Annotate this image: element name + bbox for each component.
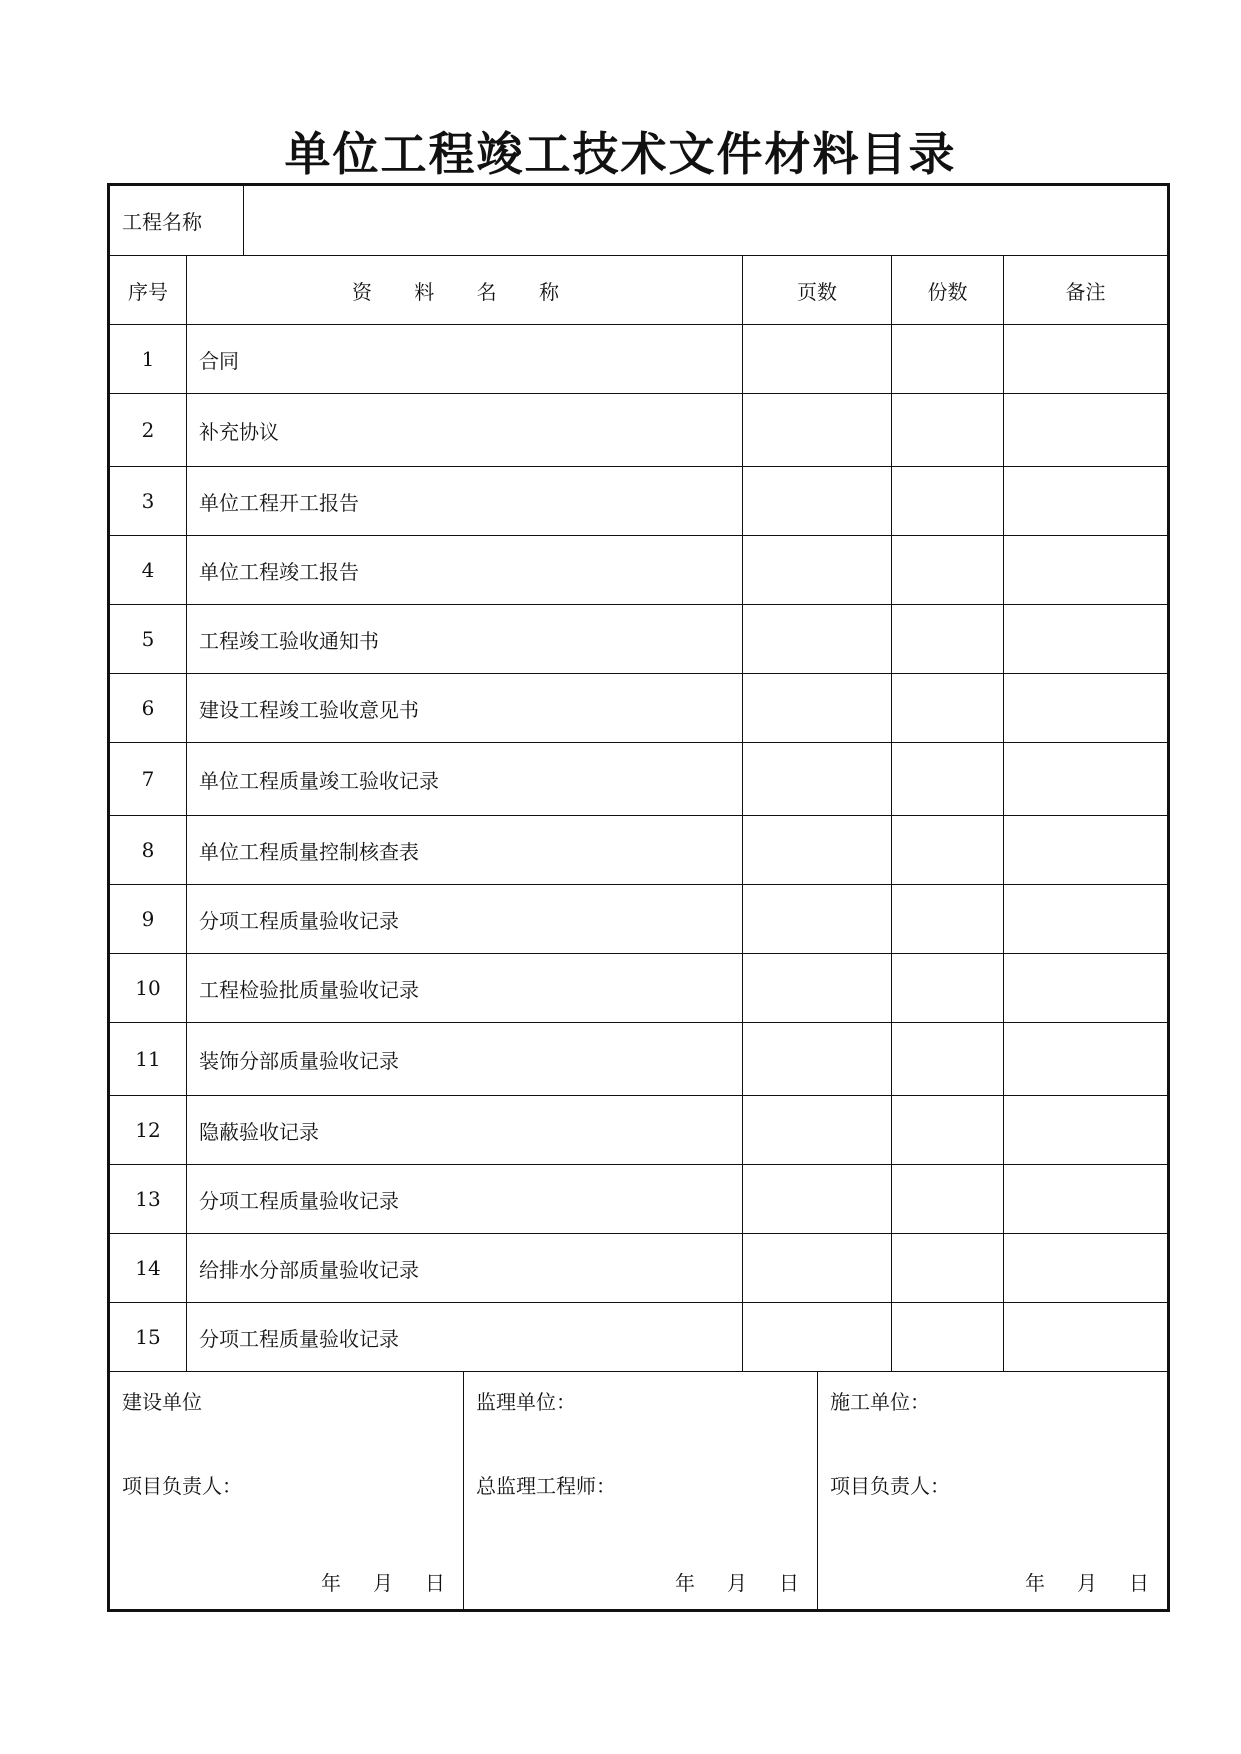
table-row <box>110 1165 1167 1234</box>
row-copies[interactable] <box>892 394 1004 466</box>
table-row <box>110 394 1167 467</box>
date-month: 月 <box>373 1571 393 1595</box>
row-copies[interactable] <box>892 536 1004 604</box>
signature-block-contractor <box>818 1372 1167 1609</box>
row-name: 隐蔽验收记录 <box>187 1096 743 1164</box>
row-notes[interactable] <box>1004 885 1167 953</box>
signature-person-label: 总监理工程师： <box>476 1474 616 1498</box>
header-name: 资 料 名 称 <box>187 256 743 324</box>
table-row <box>110 885 1167 954</box>
row-name: 单位工程竣工报告 <box>187 536 743 604</box>
row-notes[interactable] <box>1004 1234 1167 1302</box>
row-pages[interactable] <box>743 1023 892 1095</box>
row-copies[interactable] <box>892 325 1004 393</box>
header-no: 序号 <box>110 256 187 324</box>
date-day: 日 <box>425 1571 445 1595</box>
row-name: 单位工程质量控制核查表 <box>187 816 743 884</box>
row-no: 2 <box>110 394 187 466</box>
date-year: 年 <box>675 1571 695 1595</box>
row-copies[interactable] <box>892 885 1004 953</box>
table-row <box>110 325 1167 394</box>
row-name: 合同 <box>187 325 743 393</box>
row-no: 15 <box>110 1303 187 1371</box>
row-copies[interactable] <box>892 1303 1004 1371</box>
table-row <box>110 536 1167 605</box>
row-pages[interactable] <box>743 1165 892 1233</box>
row-notes[interactable] <box>1004 1096 1167 1164</box>
row-no: 6 <box>110 674 187 742</box>
row-no: 13 <box>110 1165 187 1233</box>
row-notes[interactable] <box>1004 743 1167 815</box>
page-title: 单位工程竣工技术文件材料目录 <box>284 127 957 181</box>
table-row <box>110 605 1167 674</box>
row-notes[interactable] <box>1004 1023 1167 1095</box>
date-month: 月 <box>727 1571 747 1595</box>
table-row <box>110 1303 1167 1372</box>
row-name: 单位工程开工报告 <box>187 467 743 535</box>
row-no: 10 <box>110 954 187 1022</box>
table-header <box>110 256 1167 325</box>
row-name: 装饰分部质量验收记录 <box>187 1023 743 1095</box>
row-name: 工程竣工验收通知书 <box>187 605 743 673</box>
row-pages[interactable] <box>743 605 892 673</box>
row-notes[interactable] <box>1004 674 1167 742</box>
row-copies[interactable] <box>892 1165 1004 1233</box>
row-no: 12 <box>110 1096 187 1164</box>
project-name-label: 工程名称 <box>110 186 244 255</box>
row-pages[interactable] <box>743 1234 892 1302</box>
signature-person-label: 项目负责人： <box>830 1474 950 1498</box>
header-pages: 页数 <box>743 256 892 324</box>
signature-section <box>110 1372 1167 1609</box>
row-name: 分项工程质量验收记录 <box>187 1303 743 1371</box>
row-pages[interactable] <box>743 816 892 884</box>
table-row <box>110 1023 1167 1096</box>
row-pages[interactable] <box>743 954 892 1022</box>
date-day: 日 <box>1129 1571 1149 1595</box>
row-no: 3 <box>110 467 187 535</box>
row-name: 分项工程质量验收记录 <box>187 1165 743 1233</box>
signature-date <box>675 1567 799 1596</box>
row-copies[interactable] <box>892 605 1004 673</box>
row-pages[interactable] <box>743 536 892 604</box>
signature-date <box>1025 1567 1149 1596</box>
row-name: 单位工程质量竣工验收记录 <box>187 743 743 815</box>
row-no: 7 <box>110 743 187 815</box>
row-no: 9 <box>110 885 187 953</box>
signature-unit-label: 施工单位： <box>830 1390 930 1414</box>
row-copies[interactable] <box>892 674 1004 742</box>
row-pages[interactable] <box>743 394 892 466</box>
row-copies[interactable] <box>892 954 1004 1022</box>
signature-date <box>321 1567 445 1596</box>
row-notes[interactable] <box>1004 394 1167 466</box>
row-copies[interactable] <box>892 467 1004 535</box>
row-name: 给排水分部质量验收记录 <box>187 1234 743 1302</box>
row-no: 1 <box>110 325 187 393</box>
row-copies[interactable] <box>892 1023 1004 1095</box>
row-copies[interactable] <box>892 1096 1004 1164</box>
row-notes[interactable] <box>1004 816 1167 884</box>
row-pages[interactable] <box>743 743 892 815</box>
signature-block-construction <box>110 1372 464 1609</box>
row-notes[interactable] <box>1004 467 1167 535</box>
row-no: 11 <box>110 1023 187 1095</box>
table-row <box>110 674 1167 743</box>
header-copies: 份数 <box>892 256 1004 324</box>
signature-person-label: 项目负责人： <box>122 1474 242 1498</box>
row-pages[interactable] <box>743 674 892 742</box>
row-no: 14 <box>110 1234 187 1302</box>
row-name: 建设工程竣工验收意见书 <box>187 674 743 742</box>
table-row <box>110 1096 1167 1165</box>
table-row <box>110 816 1167 885</box>
catalog-form <box>107 183 1170 1612</box>
date-year: 年 <box>1025 1571 1045 1595</box>
row-pages[interactable] <box>743 325 892 393</box>
row-notes[interactable] <box>1004 954 1167 1022</box>
row-notes[interactable] <box>1004 605 1167 673</box>
header-notes: 备注 <box>1065 279 1106 304</box>
date-month: 月 <box>1077 1571 1097 1595</box>
row-copies[interactable] <box>892 816 1004 884</box>
table-row <box>110 743 1167 816</box>
row-no: 8 <box>110 816 187 884</box>
table-row <box>110 1234 1167 1303</box>
row-no: 5 <box>110 605 187 673</box>
table-row <box>110 954 1167 1023</box>
table-row <box>110 467 1167 536</box>
row-notes[interactable] <box>1004 325 1167 393</box>
signature-unit-label: 建设单位 <box>122 1390 202 1414</box>
row-name: 工程检验批质量验收记录 <box>187 954 743 1022</box>
row-copies[interactable] <box>892 1234 1004 1302</box>
project-name-field[interactable] <box>244 186 1167 255</box>
row-copies[interactable] <box>892 743 1004 815</box>
row-no: 4 <box>110 536 187 604</box>
row-notes[interactable] <box>1004 1165 1167 1233</box>
row-name: 分项工程质量验收记录 <box>187 885 743 953</box>
row-notes[interactable] <box>1004 1303 1167 1371</box>
date-day: 日 <box>779 1571 799 1595</box>
signature-unit-label: 监理单位： <box>476 1390 576 1414</box>
row-pages[interactable] <box>743 467 892 535</box>
row-pages[interactable] <box>743 1096 892 1164</box>
row-notes[interactable] <box>1004 536 1167 604</box>
signature-block-supervision <box>464 1372 818 1609</box>
row-pages[interactable] <box>743 1303 892 1371</box>
date-year: 年 <box>321 1571 341 1595</box>
project-name-row <box>110 186 1167 256</box>
row-pages[interactable] <box>743 885 892 953</box>
row-name: 补充协议 <box>187 394 743 466</box>
